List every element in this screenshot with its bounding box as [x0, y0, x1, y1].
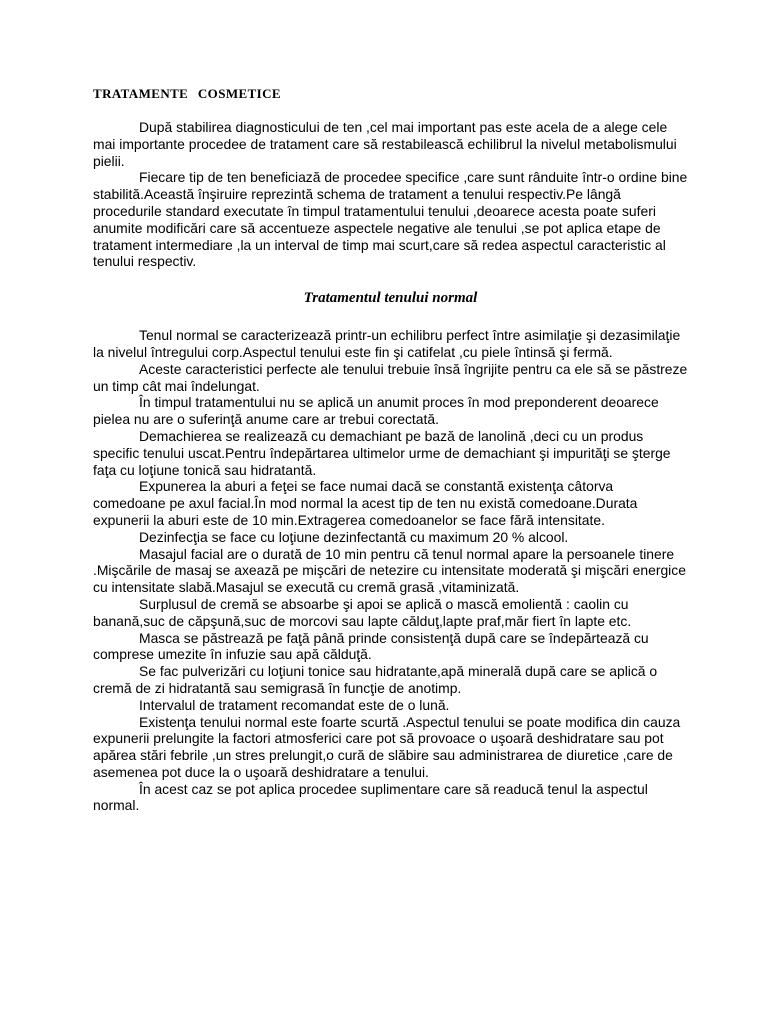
- section-paragraph: Intervalul de tratament recomandat este de o lună.: [139, 696, 450, 713]
- section-paragraph: Masajul facial are o durată de 10 min pentru că tenul normal apare la persoanele tinere .Mişcările de masaj se axează pe mişcări de netezire cu intensitate moderată şi mişcări energice cu intensitate slabă.Masajul se execută cu cremă grasă ,vitaminizată.: [93, 545, 686, 596]
- section-paragraph: Masca se păstrează pe faţă până prinde consistenţă după care se îndepărtează cu comprese umezite în infuzie sau apă călduţă.: [93, 629, 649, 663]
- section-paragraph: Se fac pulverizări cu loţiuni tonice sau hidratante,apă minerală după care se aplică o cremă de zi hidratantă sau semigrasă în funcţie de anotimp.: [93, 663, 658, 696]
- section-title: Tratamentul tenului normal: [303, 290, 478, 307]
- section-paragraph: Tenul normal se caracterizează printr-un echilibru perfect între asimilaţie şi dezasimilaţie la nivelul întregului corp.Aspectul tenului este fin şi catifelat ,cu piele întinsă şi fermă.: [93, 327, 681, 360]
- section-paragraph: Dezinfecţia se face cu loţiune dezinfectantă cu maximum 20 % alcool.: [139, 528, 569, 545]
- intro-paragraph: După stabilirea diagnosticului de ten ,cel mai important pas este acela de a alege cele mai importante procedee de tratament care să restabilească echilibrul la nivelul metabolismului pielii.: [93, 119, 677, 169]
- intro-paragraph: Fiecare tip de ten beneficiază de procedee specifice ,care sunt rânduite într-o ordine bine stabilită.Această înşiruire reprezintă schema de tratament a tenului respectiv.Pe lângă procedurile standard executate în timpul tratamentului tenului ,deoarece acesta poate suferi anumite modificări care să accentueze aspectele negative ale tenului ,se pot aplica etape de tratament intermediare ,la un interval de timp mai scurt,care să redea aspectul caracteristic al tenului respectiv.: [93, 169, 688, 270]
- document-title: TRATAMENTE COSMETICE: [93, 86, 281, 101]
- section-paragraph: Surplusul de cremă se absoarbe şi apoi se aplică o mască emolientă : caolin cu banană,suc de căpşună,suc de morcovi sau lapte călduţ,lapte praf,măr fiert în lapte etc.: [93, 595, 632, 629]
- section-paragraph: În timpul tratamentului nu se aplică un anumit proces în mod preponderent deoarece pielea nu are o suferinţă anume care ar trebui corectată.: [93, 394, 659, 428]
- section-paragraph: Aceste caracteristici perfecte ale tenului trebuie însă îngrijite pentru ca ele să se păstreze un timp cât mai îndelungat.: [93, 360, 688, 394]
- section-paragraph: Expunerea la aburi a feţei se face numai dacă se constantă existenţa câtorva comedoane pe axul facial.În mod normal la acest tip de ten nu există comedoane.Durata expunerii la aburi este de 10 min.Extragerea comedoanelor se face fără intensitate.: [93, 478, 638, 528]
- section-paragraph: În acest caz se pot aplica procedee suplimentare care să readucă tenul la aspectul normal.: [93, 780, 648, 814]
- section-paragraph: Existenţa tenului normal este foarte scurtă .Aspectul tenului se poate modifica din cauza expunerii prelungite la factori atmosferici care pot să provoace o uşoară deshidratare sau pot apărea stări febrile ,un stres prelungit,o cură de slăbire sau administrarea de diuretice ,care de asemenea pot duce la o uşoară deshidratare a tenului.: [93, 713, 681, 780]
- section-paragraph: Demachierea se realizează cu demachiant pe bază de lanolină ,deci cu un produs specific tenului uscat.Pentru îndepărtarea ultimelor urme de demachiant şi impurităţi se şterge faţa cu loţiune tonică sau hidratantă.: [93, 427, 671, 478]
